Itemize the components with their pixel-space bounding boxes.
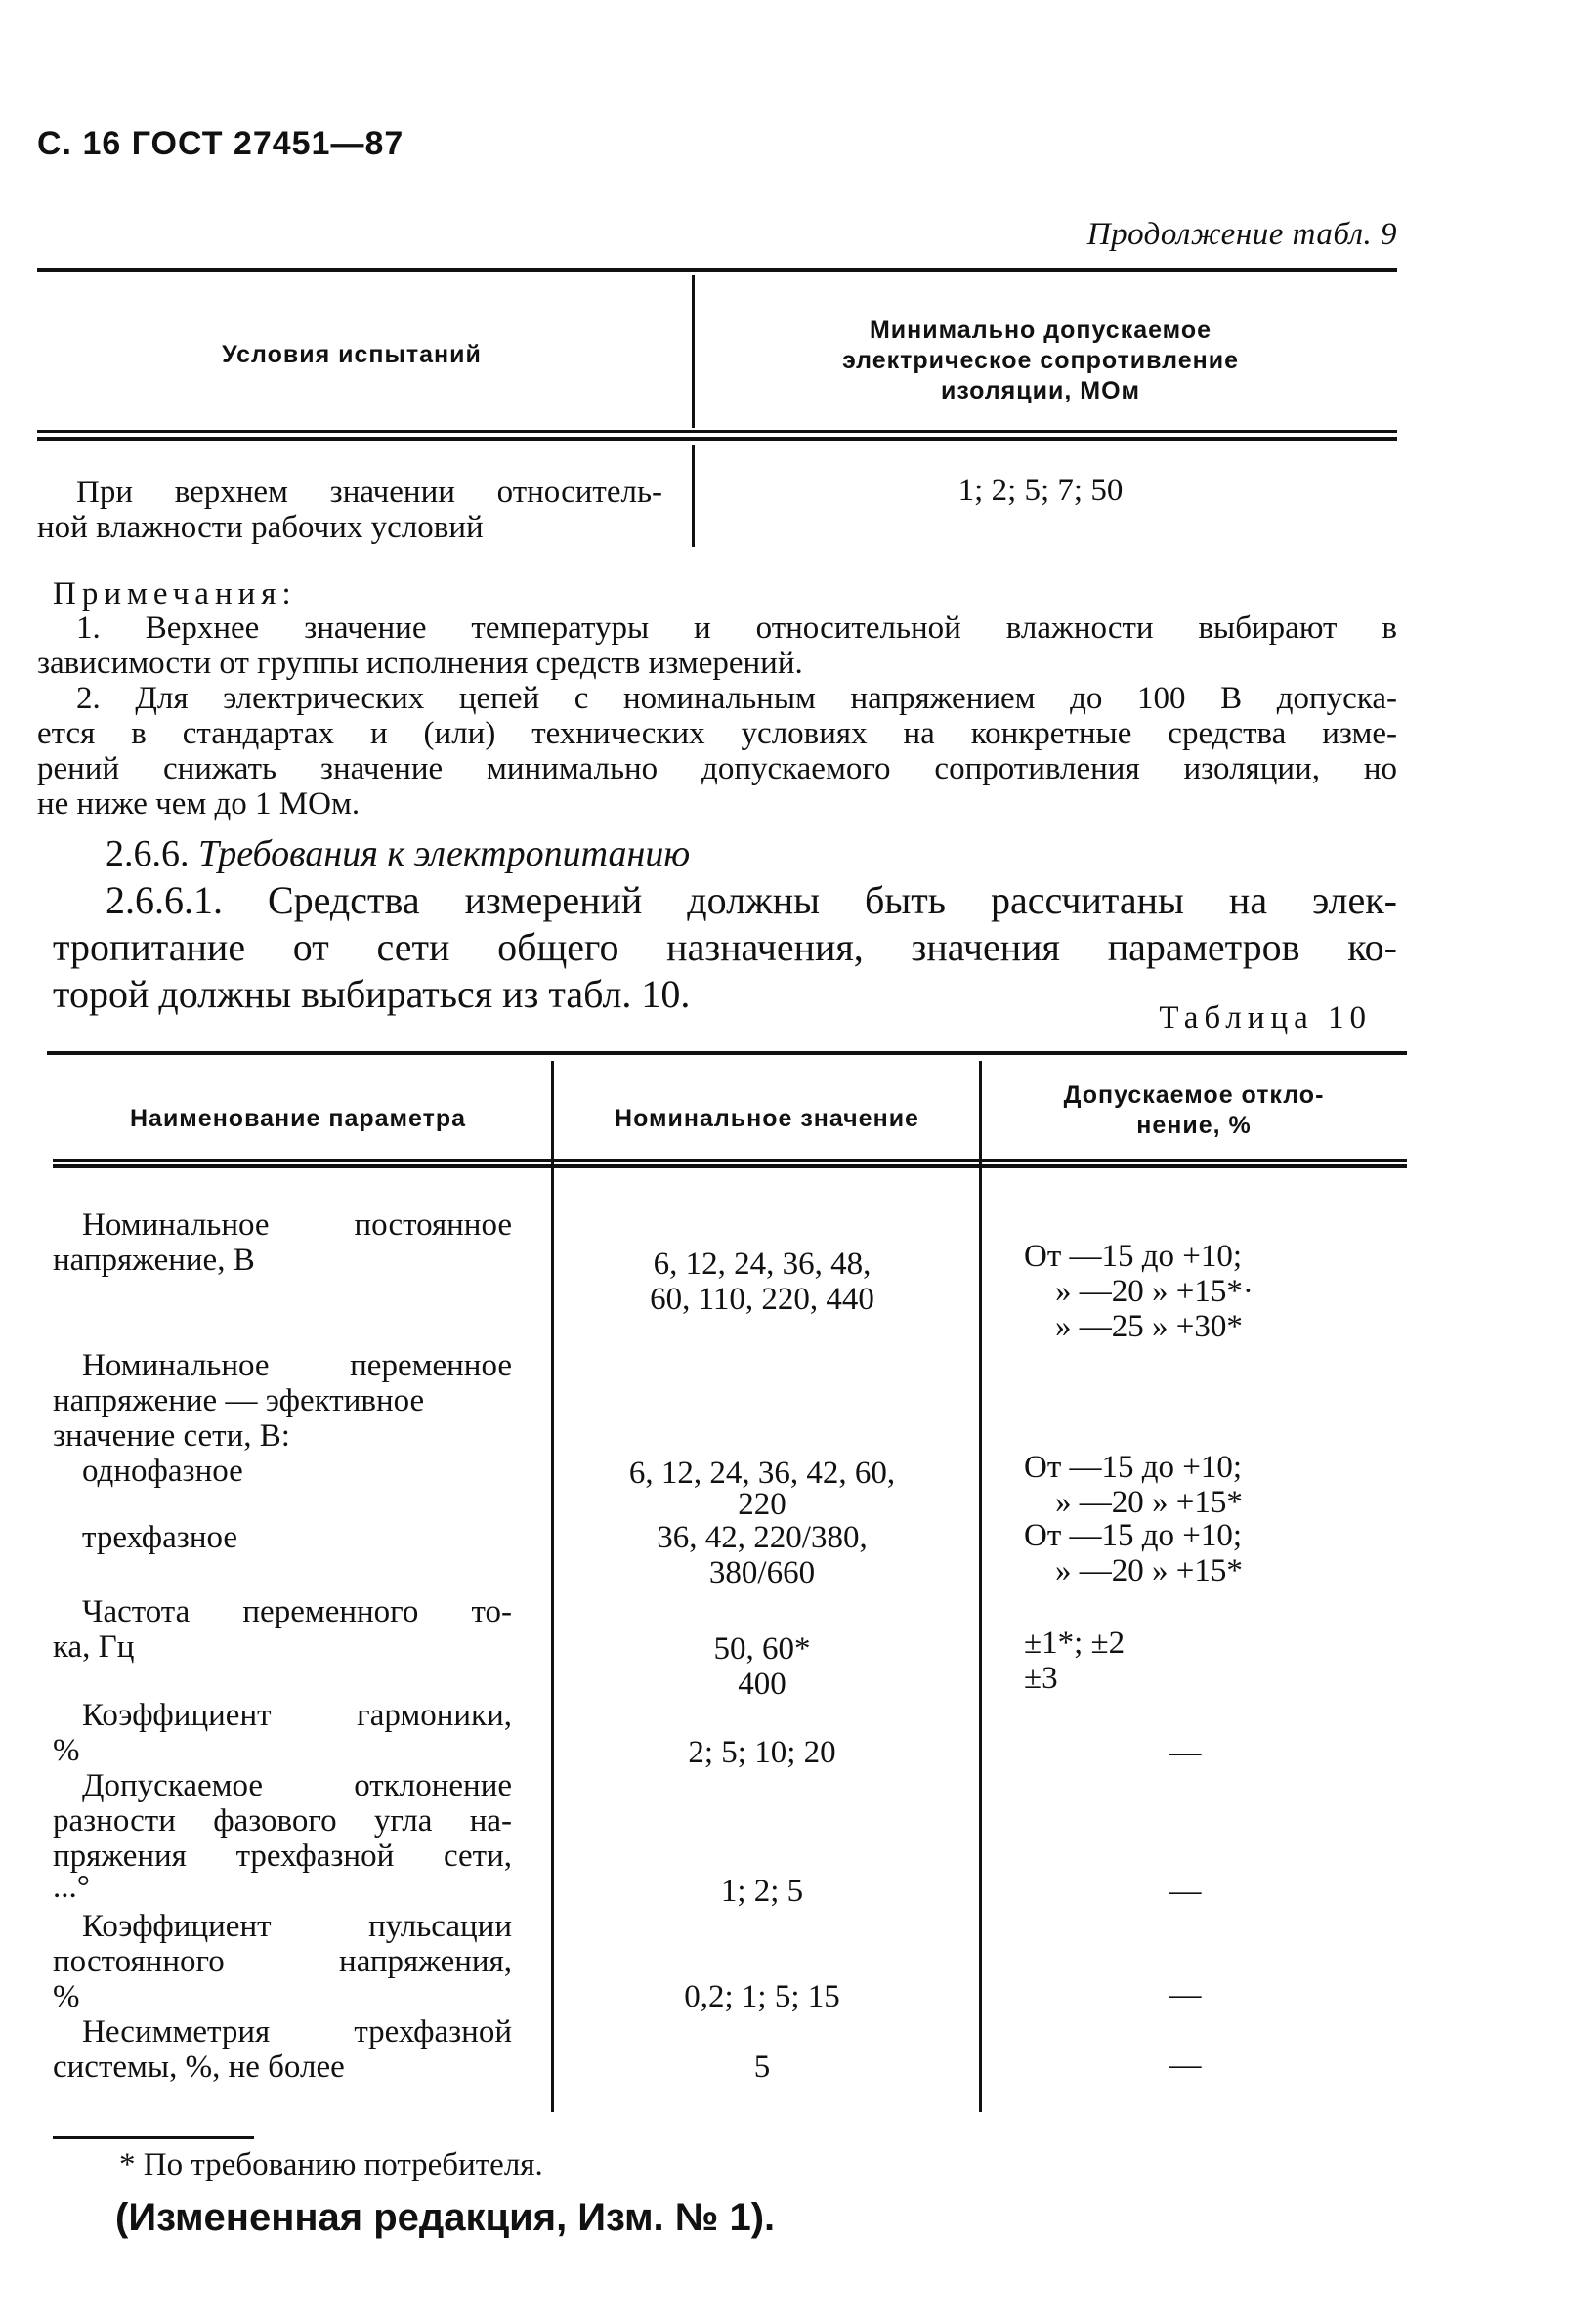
section-para-line-2: тропитание от сети общего назначения, значения параметров ко- <box>53 925 1397 969</box>
r5-deviation: — <box>1169 1874 1202 1909</box>
r3-param-line-1: Частота переменного то- <box>82 1594 512 1629</box>
r4-value: 2; 5; 10; 20 <box>688 1735 836 1770</box>
page-header: С. 16 ГОСТ 27451—87 <box>37 125 404 162</box>
table10-header-deviation: Допускаемое откло- нение, % <box>1063 1081 1325 1139</box>
table9-header-divider <box>692 275 695 428</box>
table10-header-rule-2 <box>53 1164 1407 1168</box>
r1-param-line-2: напряжение, В <box>53 1243 255 1278</box>
r5-param-line-4: ...° <box>53 1870 90 1905</box>
table9-continuation-label: Продолжение табл. 9 <box>1086 217 1397 252</box>
table9-body-divider <box>692 445 695 547</box>
r3-param-line-2: ка, Гц <box>53 1629 135 1665</box>
r7-param-line-1: Несимметрия трехфазной <box>82 2014 512 2049</box>
r2b-value: 36, 42, 220/380, 380/660 <box>657 1520 868 1590</box>
r4-param-line-2: % <box>53 1733 80 1768</box>
amendment-note: (Измененная редакция, Изм. № 1). <box>115 2196 776 2239</box>
note-2-line-2: ется в стандартах и (или) технических условиях на конкретные средства изме- <box>37 716 1397 751</box>
table10-divider-2 <box>979 1061 982 2112</box>
note-1-line-2: зависимости от группы исполнения средств измерений. <box>37 646 803 681</box>
r6-param-line-1: Коэффициент пульсации <box>82 1909 512 1944</box>
section-number: 2.6.6. <box>106 833 190 874</box>
table10-divider-1 <box>551 1061 554 2112</box>
r6-deviation: — <box>1169 1977 1202 2012</box>
r2-param-line-3: значение сети, В: <box>53 1418 290 1454</box>
r7-value: 5 <box>753 2049 771 2085</box>
table9-row-value: 1; 2; 5; 7; 50 <box>957 473 1124 508</box>
table9-row-condition: При верхнем значении относитель- <box>76 475 662 510</box>
table10-header-rule-1 <box>53 1159 1407 1162</box>
r3-value: 50, 60* 400 <box>713 1631 811 1702</box>
r6-param-line-3: % <box>53 1979 80 2014</box>
table9-col1-header: Условия испытаний <box>222 341 482 368</box>
table10-top-rule <box>47 1051 1407 1055</box>
footnote-rule <box>53 2136 254 2139</box>
r2a-deviation: От —15 до +10; » —20 » +15* <box>1024 1450 1243 1520</box>
note-2-line-4: не ниже чем до 1 МОм. <box>37 786 361 822</box>
r2a-value: 6, 12, 24, 36, 42, 60, 220 <box>628 1456 896 1522</box>
r1-deviation: От —15 до +10; » —20 » +15*· » —25 » +30* <box>1024 1239 1254 1344</box>
r5-param-line-1: Допускаемое отклонение <box>82 1768 512 1803</box>
table9-col2-header: Минимально допускаемое электрическое сопротивление изоляции, МОм <box>841 317 1239 404</box>
section-para-line-3: торой должны выбираться из табл. 10. <box>53 972 691 1016</box>
r6-param-line-2: постоянного напряжения, <box>53 1944 512 1979</box>
notes-title: Примечания: <box>53 576 297 612</box>
table10-header-param: Наименование параметра <box>129 1105 467 1132</box>
r5-value: 1; 2; 5 <box>720 1874 804 1909</box>
r2a-param: однофазное <box>82 1454 243 1489</box>
note-1-line-1: 1. Верхнее значение температуры и относительной влажности выбирают в <box>76 611 1397 646</box>
table9-top-rule <box>37 268 1397 272</box>
section-title: Требования к электропитанию <box>198 833 691 874</box>
r5-param-line-3: пряжения трехфазной сети, <box>53 1838 512 1874</box>
r5-param-line-2: разности фазового угла на- <box>53 1803 512 1838</box>
table10-label: Таблица 10 <box>1159 1000 1372 1035</box>
table9-header-rule-1 <box>37 430 1397 433</box>
section-para-line-1: 2.6.6.1. Средства измерений должны быть рассчитаны на элек- <box>106 878 1397 922</box>
r4-deviation: — <box>1169 1735 1202 1770</box>
r6-value: 0,2; 1; 5; 15 <box>684 1979 840 2014</box>
r2-param-line-2: напряжение — эфективное <box>53 1383 425 1418</box>
r7-param-line-2: системы, %, не более <box>53 2049 345 2085</box>
table9-row-condition-cont: ной влажности рабочих условий <box>37 510 484 545</box>
note-2-line-3: рений снижать значение минимально допускаемого сопротивления изоляции, но <box>37 751 1397 786</box>
r2b-param: трехфазное <box>82 1520 238 1555</box>
r4-param-line-1: Коэффициент гармоники, <box>82 1698 512 1733</box>
table9-header-rule-2 <box>37 437 1397 441</box>
r1-param-line-1: Номинальное постоянное <box>82 1207 512 1243</box>
r1-value: 6, 12, 24, 36, 48, 60, 110, 220, 440 <box>650 1247 874 1317</box>
r2b-deviation: От —15 до +10; » —20 » +15* <box>1024 1518 1243 1588</box>
r3-deviation: ±1*; ±2 ±3 <box>1024 1626 1126 1696</box>
table10-header-nominal: Номинальное значение <box>615 1105 919 1132</box>
section-heading <box>106 832 690 875</box>
note-2-line-1: 2. Для электрических цепей с номинальным напряжением до 100 В допуска- <box>76 681 1397 716</box>
r2-param-line-1: Номинальное переменное <box>82 1348 512 1383</box>
footnote: * По требованию потребителя. <box>119 2147 543 2182</box>
r7-deviation: — <box>1169 2048 1202 2083</box>
